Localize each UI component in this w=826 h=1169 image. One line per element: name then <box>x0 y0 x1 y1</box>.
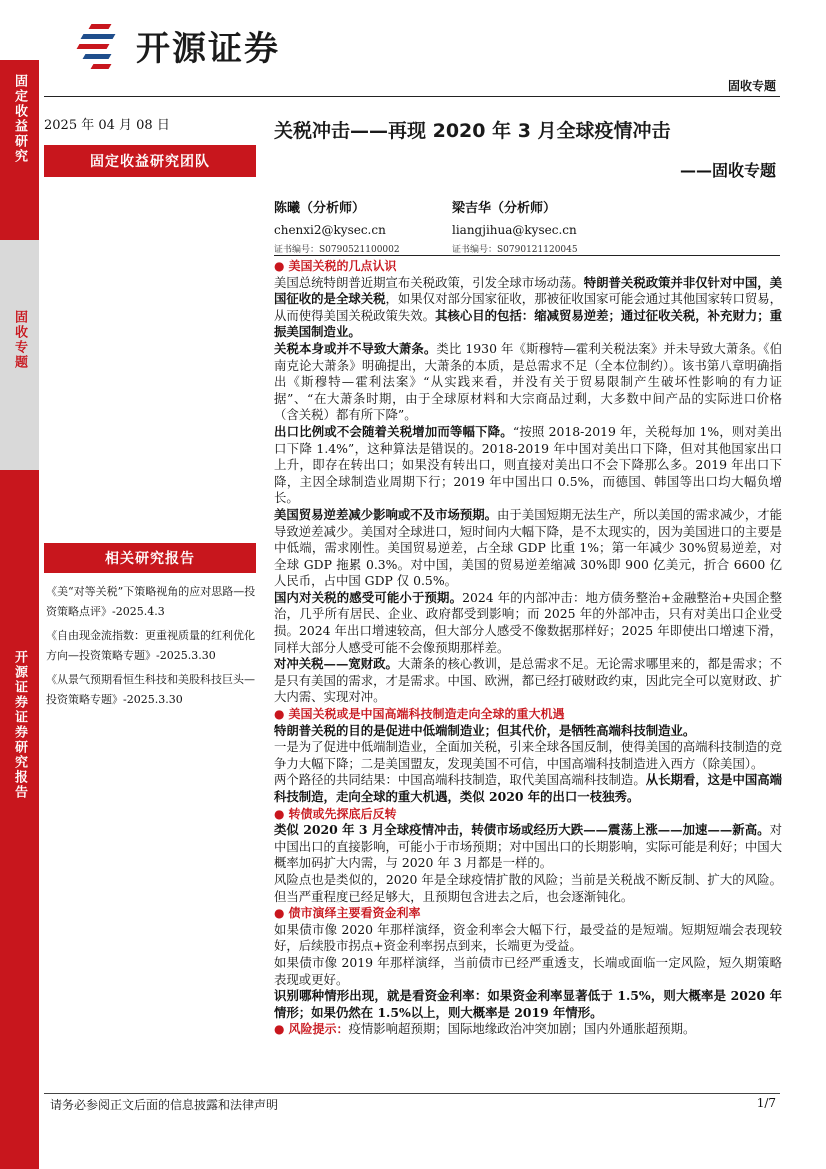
team-label: 固定收益研究团队 <box>44 145 256 177</box>
list-item[interactable]: 《自由现金流指数：更重视质量的红利优化方向—投资策略专题》-2025.3.30 <box>46 629 255 662</box>
logo-icon <box>76 20 128 70</box>
section-heading: ● 美国关税的几点认识 <box>274 258 782 275</box>
brand-logo <box>76 20 280 70</box>
page-subtitle: ——固收专题 <box>679 161 776 180</box>
footer-disclaimer: 请务必参阅正文后面的信息披露和法律声明 <box>50 1098 279 1112</box>
risk-note: ● 风险提示：疫情影响超预期；国际地缘政治冲突加剧；国内外通胀超预期。 <box>274 1021 782 1038</box>
analyst-cert: 证书编号：S0790121120045 <box>452 245 578 255</box>
paragraph: 出口比例或不会随着关税增加而等幅下降。“按照 2018-2019 年，关税每加 1%，则对美出口下降 1.4%”，这种算法是错误的。2018-2019 年中国对美出口下降，但对其他国家出口上升，即存在转出口；如果没有转出口，则直接对美出口不会下降那么多。2019 年出口下降，主因全球制造业周期下行；2019 年中国出口 0.5%，而德国、韩国等出口均大幅负增长。 <box>274 423 783 506</box>
page-title: 关税冲击——再现 2020 年 3 月全球疫情冲击 <box>274 120 671 142</box>
analyst-email[interactable]: liangjihua@kysec.cn <box>452 223 577 237</box>
section-heading: ● 债市演绎主要看资金利率 <box>274 905 782 922</box>
side-band-section: 固收专题 <box>0 240 39 470</box>
analyst-divider <box>274 255 780 256</box>
analyst-name: 梁吉华（分析师） <box>452 201 557 216</box>
side-band-section: 开源证券证券研究报告 <box>0 470 39 1169</box>
footer-divider <box>44 1093 780 1094</box>
list-item[interactable]: 《美“对等关税”下策略视角的应对思路—投资策略点评》-2025.4.3 <box>46 585 256 618</box>
analyst-cert: 证书编号：S0790521100002 <box>274 245 400 255</box>
paragraph: 国内对关税的感受可能小于预期。2024 年的内部冲击：地方债务整治+金融整治+央国企整治，几乎所有居民、企业、政府都受到影响；而 2025 年的外部冲击，只有对美出口企业受损。2024 年出口增速较高，但大部分人感受不像数据那样好；2025 年即使出口增速下滑，同样大部分人感受可能不会像预期那样差。 <box>274 589 782 655</box>
analyst-card <box>452 200 578 259</box>
paragraph: 两个路径的共同结果：中国高端科技制造，取代美国高端科技制造。从长期看，这是中国高端科技制造，走向全球的重大机遇，类似 2020 年的出口一枝独秀。 <box>274 772 783 804</box>
side-band-section: 固定收益研究 <box>0 60 39 240</box>
paragraph: 识别哪种情形出现，就是看资金利率：如果资金利率显著低于 1.5%，则大概率是 2020 年情形；如果仍然在 1.5%以上，则大概率是 2019 年情形。 <box>274 988 782 1020</box>
report-body <box>274 258 782 1038</box>
brand-name: 开源证券 <box>136 28 280 69</box>
analyst-card <box>274 200 400 259</box>
side-band <box>0 60 39 1169</box>
paragraph: 类似 2020 年 3 月全球疫情冲击，转债市场或经历大跌——震荡上涨——加速——新高。对中国出口的直接影响，可能小于市场预期；对中国出口的长期影响，实际可能是利好；中国大概率加码扩大内需，与 2020 年 3 月都是一样的。 <box>274 822 783 871</box>
paragraph: 一是为了促进中低端制造业，全面加关税，引来全球各国反制，使得美国的高端科技制造的竞争力大幅下降；二是美国盟友，发现美国不可信，中国高端科技制造进入西方（除美国）。 <box>274 739 783 771</box>
paragraph: 如果债市像 2020 年那样演绎，资金利率会大幅下行，最受益的是短端。短期短端会表现较好，后续股市拐点+资金利率拐点到来，长端更为受益。 <box>274 921 782 954</box>
paragraph: 对冲关税——宽财政。大萧条的核心教训，是总需求不足。无论需求哪里来的，都是需求；不是只有美国的需求，才是需求。中国、欧洲，都已经打破财政约束，因此完全可以宽财政、扩大内需、实现对冲。 <box>274 656 783 705</box>
analyst-name: 陈曦（分析师） <box>274 201 366 216</box>
section-heading: ● 美国关税或是中国高端科技制造走向全球的重大机遇 <box>274 706 782 723</box>
related-reports-title: 相关研究报告 <box>44 543 256 573</box>
section-heading: ● 转债或先探底后反转 <box>274 806 782 823</box>
paragraph: 美国贸易逆差减少影响或不及市场预期。由于美国短期无法生产，所以美国的需求减少，才能导致逆差减少。美国对全球进口，短时间内大幅下降，是不太现实的，因为美国进口的主要是中低端，需求刚性。美国贸易逆差，占全球 GDP 比重 1%；第一年减少 30%贸易逆差，对全球 GDP 拖累 0.3%。对中国，美国的贸易逆差缩减 30%即 900 亿美元，折合 6600 亿人民币，占中国 GDP 仅 0.5%。 <box>274 506 783 589</box>
header-divider <box>44 96 780 97</box>
header-tag: 固收专题 <box>727 79 776 93</box>
paragraph: 特朗普关税的目的是促进中低端制造业；但其代价，是牺牲高端科技制造业。 <box>274 722 696 738</box>
page-number: 1/7 <box>756 1096 776 1110</box>
list-item[interactable]: 《从景气预期看恒生科技和美股科技巨头—投资策略专题》-2025.3.30 <box>46 673 255 706</box>
paragraph: 风险点也是类似的，2020 年是全球疫情扩散的风险；当前是关税战不断反制、扩大的风险。但当严重程度已经足够大，且预期包含进去之后，也会逐渐钝化。 <box>274 871 782 904</box>
paragraph: 如果债市像 2019 年那样演绎，当前债市已经严重透支，长端或面临一定风险，短久期策略表现或更好。 <box>274 954 782 987</box>
paragraph: 关税本身或并不导致大萧条。类比 1930 年《斯穆特—霍利关税法案》并未导致大萧条。《伯南克论大萧条》明确提出，大萧条的本质，是总需求不足（全本位制约）。该书第八章明确指出《斯穆特—霍利法案》“从实践来看，并没有关于贸易限制产生破坏性影响的有力证据”、“在大萧条时期，由于全球原材料和大宗商品过剩，大多数中间产品的实际进口价格（含关税）都有所下降”。 <box>274 340 782 423</box>
paragraph: 美国总统特朗普近期宣布关税政策，引发全球市场动荡。特朗普关税政策并非仅针对中国，美国征收的是全球关税，如果仅对部分国家征收，那被征收国家可能会通过其他国家转口贸易，从而使得美国关税政策失效。其核心目的包括：缩减贸易逆差；通过征收关税，补充财力；重振美国制造业。 <box>274 274 783 340</box>
analyst-email[interactable]: chenxi2@kysec.cn <box>274 223 386 237</box>
related-reports-list <box>46 582 258 714</box>
report-date: 2025 年 04 月 08 日 <box>44 118 170 133</box>
